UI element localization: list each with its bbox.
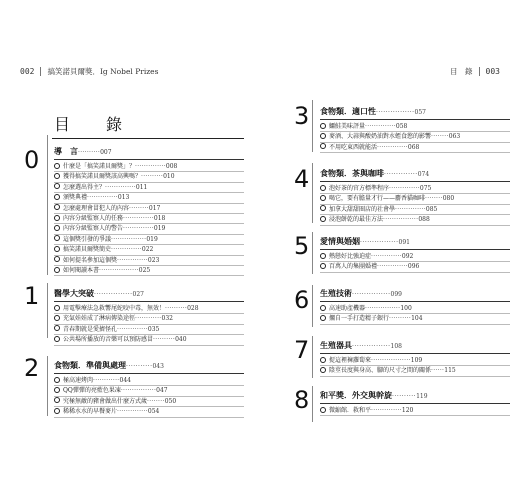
right-running-header [450,66,500,77]
right-vertical-rule [312,336,313,378]
toc-item[interactable]: 內容分級監察人的警告··············019 [54,224,244,234]
toc-item[interactable]: 百萬人的集團婚禮··············096 [320,262,510,272]
intro-number: 0 [24,146,40,174]
section-title: 食物類．適口性 [320,106,376,116]
bullet-icon [320,315,326,321]
right-header-title: 目 錄 [450,67,473,76]
section-block [320,168,510,226]
toc-item[interactable]: 如何提名參加這個獎··············023 [54,256,244,266]
section-block [54,360,244,418]
bullet-icon [54,397,60,403]
right-vertical-rule [312,100,313,152]
toc-item[interactable]: 泡好茶的官方標準程序··············075 [320,184,510,194]
toc-item[interactable]: 如何閱讀本書··················025 [54,266,244,276]
bullet-icon [54,173,60,179]
section-block [320,288,510,325]
toc-item[interactable]: 用電擊療法急救響尾蛇咬中毒，無效！··········028 [54,304,244,314]
toc-item[interactable]: 充氣娃娃成了淋病傳染途徑············032 [54,314,244,324]
bullet-icon [320,216,326,222]
right-page-number: 003 [479,67,500,76]
toc-title-rule [52,138,244,139]
toc-item[interactable]: 究極無敵的豬會做出什麼方式歲········050 [54,397,244,407]
bullet-icon [320,357,326,363]
section-number: 6 [294,286,310,314]
bullet-icon [320,367,326,373]
toc-item[interactable]: 搞笑諾貝爾獎簡史··············022 [54,245,244,255]
right-vertical-rule [312,285,313,327]
left-vertical-rule [47,283,48,338]
toc-item[interactable]: 青春期就是愛擠怪孔··············035 [54,325,244,335]
intro-heading: 導 言··········007 [54,146,112,156]
toc-item[interactable]: 浸泡餅乾的最佳方法················088 [320,215,510,225]
bullet-icon [320,133,326,139]
section-heading[interactable]: 食物類．準備與處理···········043 [54,360,164,370]
bullet-icon [320,185,326,191]
section-heading[interactable]: 醫學大突破················027 [54,288,144,298]
section-number: 2 [24,354,40,382]
bullet-icon [54,305,60,311]
intro-block [54,146,244,276]
bullet-icon [54,235,60,241]
bullet-icon [320,253,326,259]
toc-item[interactable]: 熱戀好比強迫症··············092 [320,252,510,262]
right-vertical-rule [312,163,313,223]
section-title: 生殖器具 [320,340,352,350]
toc-item[interactable]: 鱷鮭美味評量··············058 [320,122,510,132]
toc-item[interactable]: 捉這裡褲蘿蔔來··················109 [320,356,510,366]
bullet-icon [320,143,326,149]
section-heading[interactable]: 愛情與婚姻················091 [320,236,410,246]
toc-item[interactable]: 頒獎典禮··············013 [54,193,244,203]
intro-page: 007 [100,149,112,156]
toc-item[interactable]: 極高速烤肉············044 [54,376,244,386]
section-title: 生殖技術 [320,288,352,298]
section-block [320,390,510,416]
left-running-header [20,66,158,77]
intro-list [54,162,244,276]
toc-item[interactable]: 陰莖長度與身高、腳的尺寸之間的關係······115 [320,366,510,376]
section-block [320,236,510,273]
toc-item[interactable]: 喝它，要有膽量才行——麝香貓咖啡········080 [320,194,510,204]
toc-item[interactable]: QQ彈彈的亮藍色果凍················047 [54,386,244,396]
section-heading[interactable]: 食物類．適口性················057 [320,106,426,116]
toc-item[interactable]: 這個獎引發的爭議················019 [54,235,244,245]
section-heading[interactable]: 生殖技術················099 [320,288,402,298]
section-heading[interactable]: 生殖器具················108 [320,340,402,350]
section-number: 8 [294,386,310,414]
section-number: 1 [24,282,40,310]
toc-item[interactable]: 獲得搞笑諾貝爾獎該高興嗎？··········010 [54,172,244,182]
left-vertical-rule [47,356,48,416]
bullet-icon [54,183,60,189]
bullet-icon [54,336,60,342]
right-vertical-rule [312,232,313,274]
section-title: 食物類．準備與處理 [54,360,126,370]
toc-item[interactable]: 加拿大甜甜圈店的社會學··············085 [320,205,510,215]
toc-item[interactable]: 麥酒、大蒜與酸奶油對水蛭食慾的影響········063 [320,132,510,142]
toc-item[interactable]: 怎麼處理會冒犯人的內容·········017 [54,204,244,214]
bullet-icon [54,246,60,252]
section-number: 5 [294,232,310,260]
bullet-icon [320,263,326,269]
right-vertical-rule [312,386,313,422]
bullet-icon [54,387,60,393]
section-title: 愛情與婚姻 [320,236,360,246]
bullet-icon [54,315,60,321]
toc-item[interactable]: 怎麼選出得主？··············011 [54,183,244,193]
section-number: 4 [294,165,310,193]
toc-item[interactable]: 公共場所播放的音樂可以預防感冒··········040 [54,335,244,345]
bullet-icon [54,377,60,383]
toc-title: 目 錄 [54,115,133,134]
bullet-icon [54,215,60,221]
bullet-icon [54,204,60,210]
section-block [320,340,510,377]
toc-item[interactable]: 擱自一手打造精子銀行··········104 [320,314,510,324]
bullet-icon [320,305,326,311]
toc-item[interactable]: 高速助產機器················100 [320,304,510,314]
bullet-icon [54,256,60,262]
bullet-icon [320,195,326,201]
bullet-icon [54,225,60,231]
toc-item[interactable]: 不用吃東西就能活··············068 [320,143,510,153]
toc-item[interactable]: 什麼是「搞笑諾貝爾獎」？··············008 [54,162,244,172]
left-page-number: 002 [20,67,41,76]
section-title: 醫學大突破 [54,288,94,298]
toc-item[interactable]: 內容分級監察人的任務··············018 [54,214,244,224]
bullet-icon [320,205,326,211]
bullet-icon [54,194,60,200]
bullet-icon [54,408,60,414]
section-heading[interactable]: 和平獎．外交與幹旋··········119 [320,390,428,400]
bullet-icon [320,407,326,413]
section-number: 3 [294,102,310,130]
bullet-icon [320,123,326,129]
bullet-icon [54,325,60,331]
section-block [320,106,510,153]
section-title: 和平獎．外交與幹旋 [320,390,392,400]
section-title: 食物類．茶與咖啡 [320,168,384,178]
section-heading[interactable]: 食物類．茶與咖啡··············074 [320,168,430,178]
bullet-icon [54,267,60,273]
section-block [54,288,244,346]
left-vertical-rule [47,135,48,275]
section-number: 7 [294,336,310,364]
bullet-icon [54,163,60,169]
left-book-title: 搞笑諾貝爾獎．Ig Nobel Prizes [47,67,159,76]
toc-item[interactable]: 微縮館．救和平··············120 [320,406,510,416]
intro-title: 導 言 [54,146,78,156]
toc-item[interactable]: 稀稀水水的早餐麥片··············054 [54,407,244,417]
